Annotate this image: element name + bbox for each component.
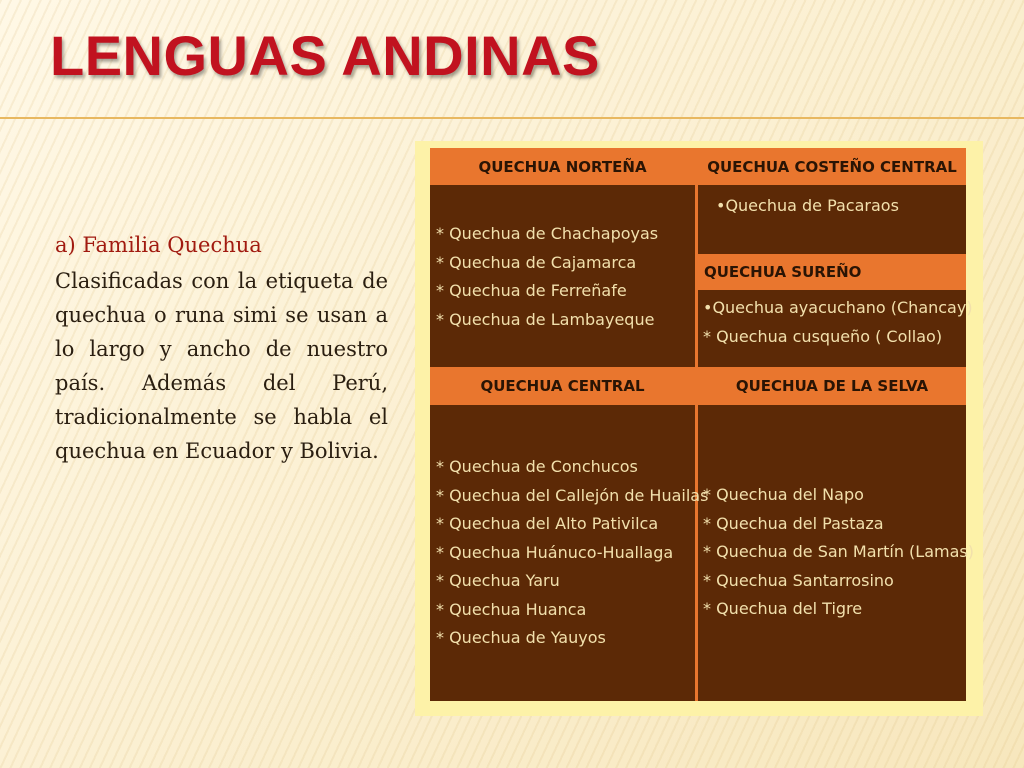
header-quechua-nortena: QUECHUA NORTEÑA [430,148,695,185]
header-quechua-costeno-central: QUECHUA COSTEÑO CENTRAL [698,148,966,185]
list-item: * Quechua de Ferreñafe [436,281,627,300]
list-item: * Quechua del Tigre [703,599,863,618]
list-item: •Quechua de Pacaraos [716,196,899,215]
list-item: * Quechua de Chachapoyas [436,224,659,243]
subheading: a) Familia Quechua [55,233,262,257]
list-item: •Quechua ayacuchano (Chancay) [703,298,973,317]
list-quechua-de-la-selva [703,481,974,624]
list-item: * Quechua Yaru [436,571,560,590]
list-item: * Quechua de Lambayeque [436,309,655,329]
list-quechua-central [436,453,708,653]
list-item: * Quechua de Cajamarca [436,252,637,272]
list-item: * Quechua Santarrosino [703,570,894,590]
list-item: * Quechua Huanca [436,599,587,619]
list-item: * Quechua cusqueño ( Collao) [703,326,943,346]
header-quechua-central: QUECHUA CENTRAL [430,367,695,405]
quechua-table [430,148,974,701]
title-divider [0,117,1024,119]
list-quechua-sureno [703,294,973,351]
list-item: * Quechua Huánuco-Huallaga [436,542,674,562]
list-item: * Quechua de Conchucos [436,457,638,476]
body-text-block [55,228,388,468]
list-item: * Quechua de Yauyos [436,628,606,647]
slide-title: LENGUAS ANDINAS [50,24,600,87]
header-quechua-de-la-selva: QUECHUA DE LA SELVA [698,367,966,405]
body-paragraph: Clasificadas con la etiqueta de quechua o runa simi se usan a lo largo y ancho de nuestro país. Además del Perú, tradicionalmente se habla el quechua en Ecuador y Bolivia. [55,269,388,463]
list-item: * Quechua del Napo [703,485,864,504]
list-item: * Quechua del Pastaza [703,513,884,533]
header-quechua-sureno: QUECHUA SUREÑO [698,254,966,290]
list-item: * Quechua de San Martín (Lamas) [703,542,974,561]
list-item: * Quechua del Alto Pativilca [436,514,659,533]
list-quechua-costeno-central [716,192,899,221]
list-quechua-nortena [436,220,658,334]
quechua-table-frame [415,141,983,716]
list-item: * Quechua del Callejón de Huailas [436,485,709,505]
